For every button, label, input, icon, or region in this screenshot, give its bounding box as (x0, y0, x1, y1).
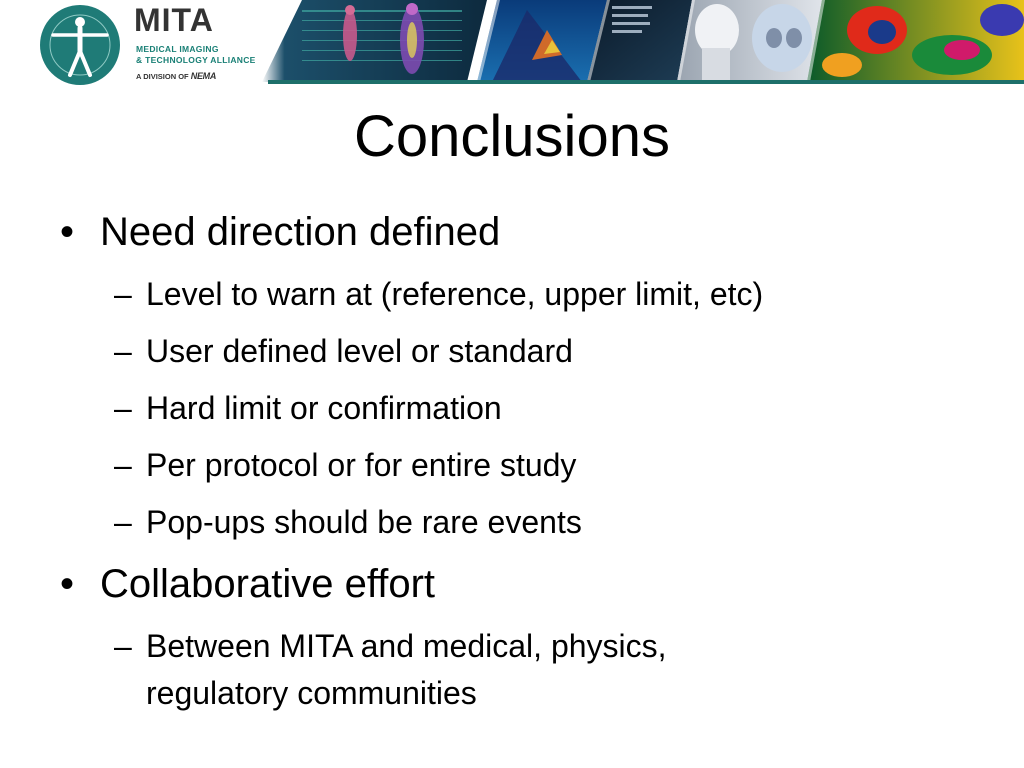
bullet-item (60, 560, 435, 608)
bullet-text: Collaborative effort (100, 562, 435, 606)
sub-bullet-text: Level to warn at (reference, upper limit, etc) (146, 276, 764, 312)
bullet-marker: • (60, 562, 75, 606)
sub-bullet-item (114, 626, 667, 666)
sub-bullet-item (114, 388, 502, 428)
vitruvian-man-icon (40, 5, 120, 85)
division-prefix: A DIVISION OF (136, 72, 189, 81)
sub-bullet-item (114, 274, 763, 314)
dash-marker: – (114, 390, 132, 426)
sub-bullet-text: Per protocol or for entire study (146, 447, 577, 483)
logo-division (136, 71, 216, 81)
dash-marker: – (114, 276, 132, 312)
sub-bullet-text: Between MITA and medical, physics, (146, 628, 667, 664)
sub-bullet-text: Hard limit or confirmation (146, 390, 502, 426)
sub-bullet-text: User defined level or standard (146, 333, 573, 369)
bullet-marker: • (60, 210, 75, 254)
medical-imaging-collage (262, 0, 1024, 82)
dash-marker: – (114, 333, 132, 369)
dash-marker: – (114, 504, 132, 540)
logo-title: MITA (134, 2, 214, 38)
logo-subtitle-line2: & TECHNOLOGY ALLIANCE (136, 55, 256, 65)
sub-bullet-item (114, 445, 576, 485)
header-divider (268, 80, 1024, 84)
sub-bullet-item (114, 502, 582, 542)
sub-bullet-continuation: regulatory communities (146, 675, 477, 711)
header-banner (0, 0, 1024, 86)
logo-subtitle-line1: MEDICAL IMAGING (136, 44, 219, 54)
dash-marker: – (114, 447, 132, 483)
dash-marker: – (114, 628, 132, 664)
division-brand: NEMA (190, 71, 217, 81)
sub-bullet-text: Pop-ups should be rare events (146, 504, 582, 540)
mita-logo (0, 0, 290, 86)
slide-title: Conclusions (354, 104, 670, 169)
bullet-item (60, 208, 500, 256)
bullet-text: Need direction defined (100, 210, 501, 254)
sub-bullet-item (114, 331, 573, 371)
